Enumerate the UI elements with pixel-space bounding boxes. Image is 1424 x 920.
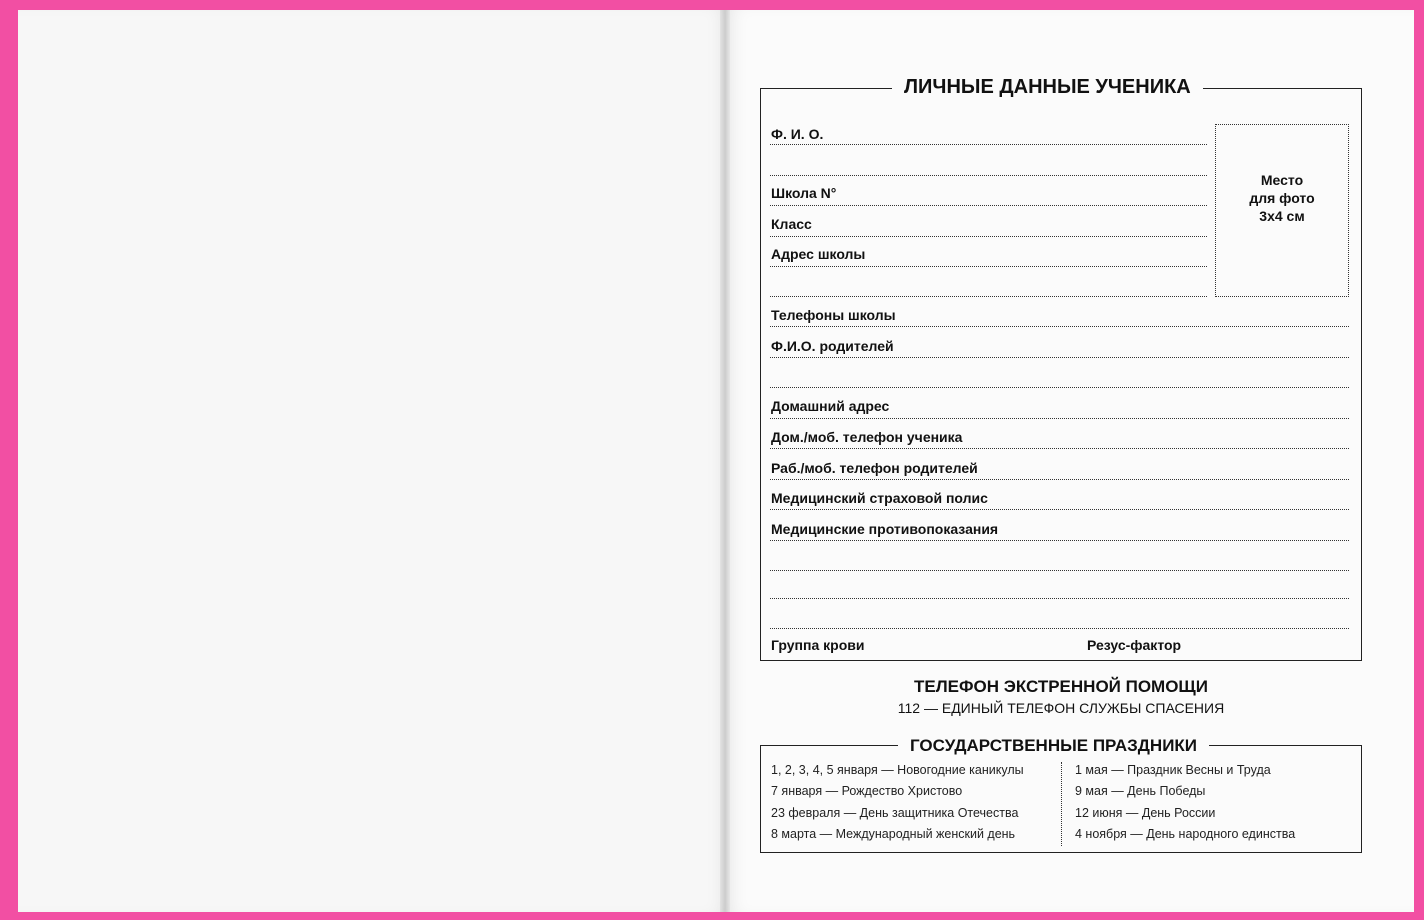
holiday-left-1: 1, 2, 3, 4, 5 января — Новогодние каникулы [771, 763, 1024, 777]
holiday-left-2: 7 января — Рождество Христово [771, 784, 963, 798]
insurance-line [770, 509, 1349, 510]
holiday-right-4: 4 ноября — День народного единства [1075, 827, 1296, 841]
school-address-label: Адрес школы [771, 246, 866, 262]
contraindications-line [770, 540, 1349, 541]
photo-text-line1: Место [1260, 172, 1304, 188]
photo-text-line3: 3x4 см [1259, 208, 1305, 224]
book-spine [720, 10, 730, 912]
holiday-left-4: 8 марта — Международный женский день [771, 827, 1016, 841]
parents-phone-label: Раб./моб. телефон родителей [771, 460, 978, 476]
parents-fio-line [770, 357, 1349, 358]
home-address-line [770, 418, 1349, 419]
blood-group-label: Группа крови [771, 637, 865, 653]
insurance-label: Медицинский страховой полис [771, 490, 988, 506]
holiday-right-2: 9 мая — День Победы [1075, 784, 1206, 798]
fio-label: Ф. И. О. [771, 126, 824, 142]
rh-factor-label: Резус-фактор [1087, 637, 1182, 653]
school-phones-label: Телефоны школы [771, 307, 896, 323]
holiday-right-3: 12 июня — День России [1075, 806, 1216, 820]
contraindications-line-2 [770, 570, 1349, 571]
parents-phone-line [770, 479, 1349, 480]
photo-placeholder-box [1215, 124, 1349, 297]
contraindications-line-4 [770, 628, 1349, 629]
home-address-label: Домашний адрес [771, 398, 890, 414]
personal-data-title: ЛИЧНЫЕ ДАННЫЕ УЧЕНИКА [892, 74, 1203, 100]
contraindications-label: Медицинские противопоказания [771, 521, 999, 537]
school-phones-line [770, 326, 1349, 327]
holidays-title: ГОСУДАРСТВЕННЫЕ ПРАЗДНИКИ [898, 736, 1209, 756]
emergency-title: ТЕЛЕФОН ЭКСТРЕННОЙ ПОМОЩИ [914, 677, 1208, 696]
school-address-line [770, 266, 1207, 267]
parents-fio-line-2 [770, 387, 1349, 388]
left-page-blank [18, 10, 726, 912]
student-phone-label: Дом./моб. телефон ученика [771, 429, 963, 445]
class-label: Класс [771, 216, 812, 232]
class-line [770, 236, 1207, 237]
holiday-left-3: 23 февраля — День защитника Отечества [771, 806, 1019, 820]
photo-text-line2: для фото [1249, 190, 1315, 206]
holidays-divider [1061, 762, 1062, 846]
school-number-label: Школа N° [771, 185, 837, 201]
student-phone-line [770, 448, 1349, 449]
school-number-line [770, 205, 1207, 206]
fio-line-2 [770, 175, 1207, 176]
fio-line [770, 144, 1207, 145]
parents-fio-label: Ф.И.О. родителей [771, 338, 894, 354]
holiday-right-1: 1 мая — Праздник Весны и Труда [1075, 763, 1271, 777]
emergency-subtitle: 112 — ЕДИНЫЙ ТЕЛЕФОН СЛУЖБЫ СПАСЕНИЯ [897, 700, 1225, 716]
school-address-line-2 [770, 296, 1207, 297]
contraindications-line-3 [770, 598, 1349, 599]
